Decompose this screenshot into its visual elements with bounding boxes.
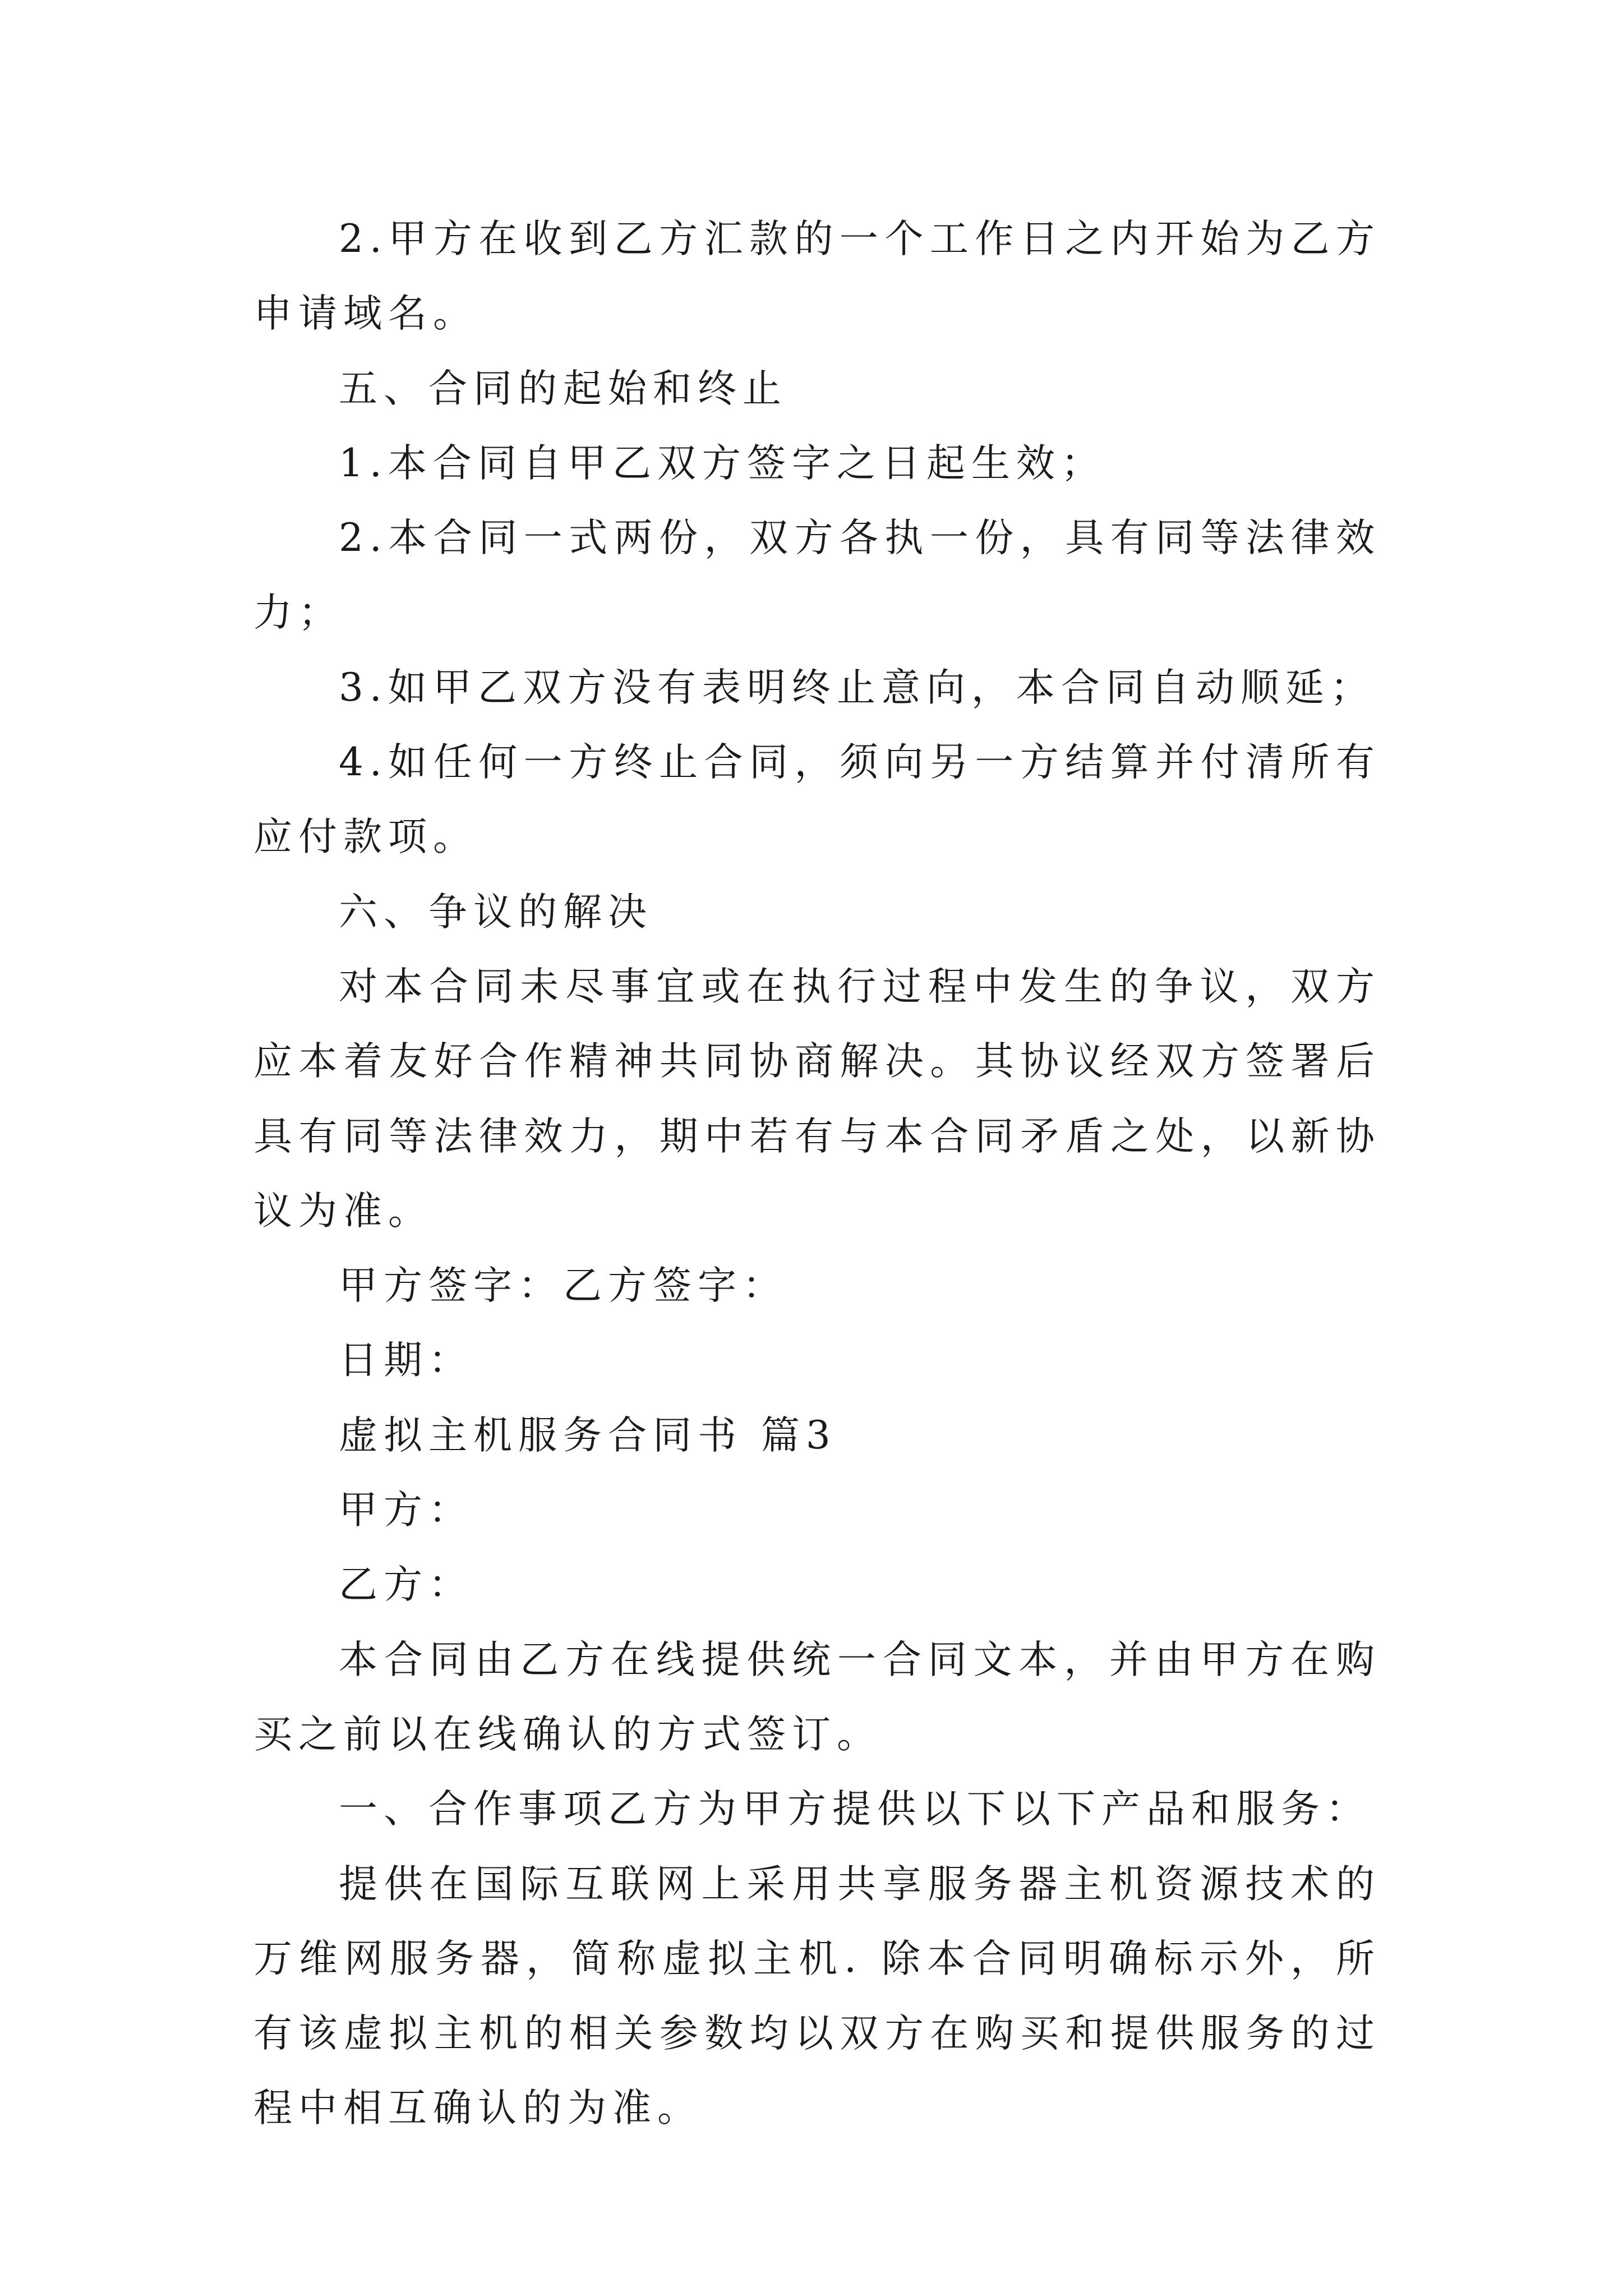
section-heading-dispute: 六、争议的解决 (339, 889, 653, 935)
paragraph-dispute-resolution: 对本合同未尽事宜或在执行过程中发生的争议，双方应本着友好合作精神共同协商解决。其协议经双方签署后具有同等法律效力，期中若有与本合同矛盾之处，以新协议为准。 (253, 964, 1381, 1234)
paragraph-domain-application: 2.甲方在收到乙方汇款的一个工作日之内开始为乙方申请域名。 (253, 217, 1381, 337)
section-heading-cooperation: 一、合作事项乙方为甲方提供以下以下产品和服务： (339, 1787, 1371, 1832)
contract-title: 虚拟主机服务合同书 篇3 (339, 1412, 837, 1458)
document-body (253, 202, 1381, 2146)
paragraph-virtual-host-description: 提供在国际互联网上采用共享服务器主机资源技术的万维网服务器，简称虚拟主机. 除本合同明确标示外，所有该虚拟主机的相关参数均以双方在购买和提供服务的过程中相互确认的为准。 (253, 1861, 1381, 2131)
party-b-line: 乙方： (339, 1562, 473, 1608)
signature-line: 甲方签字：乙方签字： (339, 1263, 787, 1309)
paragraph-clause-4: 4.如任何一方终止合同，须向另一方结算并付清所有应付款项。 (253, 740, 1381, 860)
paragraph-clause-2: 2.本合同一式两份，双方各执一份，具有同等法律效力； (253, 516, 1381, 636)
party-a-line: 甲方： (339, 1488, 473, 1533)
paragraph-clause-1: 1.本合同自甲乙双方签字之日起生效； (339, 440, 1106, 486)
date-line: 日期： (339, 1338, 473, 1383)
paragraph-contract-intro: 本合同由乙方在线提供统一合同文本，并由甲方在购买之前以在线确认的方式签订。 (253, 1637, 1381, 1757)
section-heading-contract-term: 五、合同的起始和终止 (339, 366, 787, 411)
paragraph-clause-3: 3.如甲乙双方没有表明终止意向，本合同自动顺延； (339, 665, 1375, 710)
